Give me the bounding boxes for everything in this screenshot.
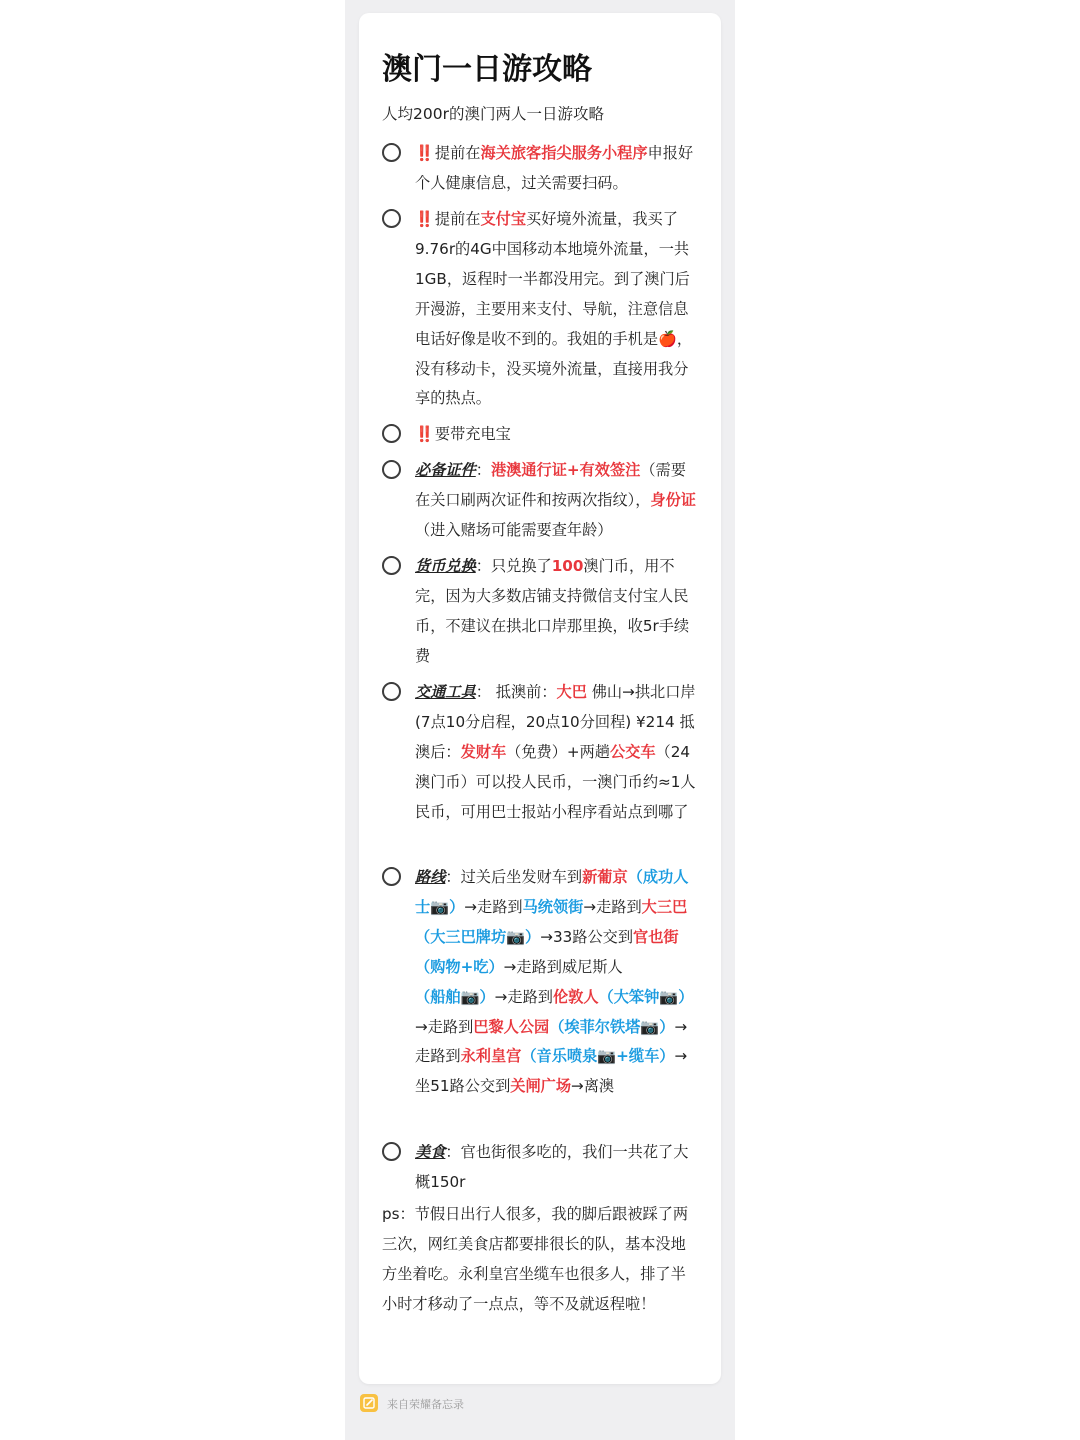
- note-title: 澳门一日游攻略: [382, 52, 592, 87]
- text-segment: ：过关后坐发财车到: [445, 868, 583, 886]
- place-name: 伦敦人: [552, 987, 599, 1006]
- checklist-item-text: [415, 552, 698, 672]
- circle-checkbox-icon[interactable]: [382, 682, 401, 701]
- text-segment: →走路到: [583, 897, 642, 916]
- text-segment: 要带充电宝: [434, 425, 511, 443]
- place-name: 大三巴: [641, 897, 688, 916]
- double-exclamation-icon: ‼️: [415, 425, 434, 443]
- place-name: 巴黎人公园: [473, 1017, 550, 1036]
- text-segment: →33路公交到: [540, 927, 634, 946]
- circle-checkbox-icon[interactable]: [382, 867, 401, 886]
- place-note: （埃菲尔铁塔📷）: [549, 1017, 675, 1036]
- place-name: 关闸广场: [510, 1077, 572, 1096]
- text-segment: （需要在关口刷两次证件和按两次指纹），: [415, 461, 686, 509]
- section-label: 必备证件: [415, 461, 476, 479]
- text-segment: ： 抵澳前：: [475, 683, 557, 701]
- text-segment: →离澳: [571, 1077, 615, 1096]
- text-segment: →走路到: [415, 1017, 474, 1036]
- text-segment: 佛山→拱北口岸(7点10分启程，20点10分回程) ¥214 抵澳后：: [415, 683, 696, 761]
- place-name: 新葡京: [582, 868, 628, 886]
- place-name: 官也街: [633, 927, 679, 946]
- checklist-item-text: [415, 1138, 698, 1198]
- circle-checkbox-icon[interactable]: [382, 424, 401, 443]
- note-subtitle: 人均200r的澳门两人一日游攻略: [382, 105, 604, 123]
- checklist-item-text: [415, 678, 698, 828]
- text-segment: 提前在: [434, 144, 481, 162]
- text-segment: →走路到: [415, 1017, 688, 1066]
- text-segment: ：只兑换了: [475, 557, 552, 575]
- text-segment: →坐51路公交到: [415, 1047, 688, 1096]
- text-segment: ：: [475, 461, 491, 479]
- text-segment: （进入赌场可能需要查年龄）: [415, 520, 613, 539]
- checklist-item-text: [415, 205, 698, 414]
- footer-source-label: 来自荣耀备忘录: [387, 1398, 464, 1411]
- circle-checkbox-icon[interactable]: [382, 556, 401, 575]
- text-segment: （24澳门币）可以投人民币，一澳门币约≈1人民币，可用巴士报站小程序看站点到哪了: [415, 742, 696, 821]
- highlight-text: 公交车: [609, 742, 656, 761]
- section-label: 美食: [415, 1143, 446, 1161]
- highlight-text: 大巴: [556, 683, 587, 701]
- highlight-text: 发财车: [460, 742, 507, 761]
- checklist-item-text: [415, 420, 698, 450]
- circle-checkbox-icon[interactable]: [382, 209, 401, 228]
- text-segment: ：官也街很多吃的，我们一共花了大概150r: [415, 1143, 689, 1191]
- text-segment: →走路到: [494, 987, 553, 1006]
- place-note: （大笨钟📷）: [598, 987, 694, 1006]
- section-label: 交通工具: [415, 683, 476, 701]
- place-name: 永利皇宫: [460, 1047, 522, 1066]
- section-label: 货币兑换: [415, 557, 476, 575]
- highlight-text: 身份证: [650, 490, 696, 509]
- text-segment: 买好境外流量，我买了9.76r的4G中国移动本地境外流量，一共1GB，返程时一半都没用完。到了澳门后开漫游，主要用来支付、导航，注意信息电话好像是收不到的。我姐的手机是🍎，没有移动卡，没买境外流量，直接用我分享的热点。: [415, 210, 693, 408]
- pencil-note-icon: [360, 1394, 378, 1412]
- highlight-text: 海关旅客指尖服务小程序: [480, 144, 648, 162]
- section-label: 路线: [415, 868, 446, 886]
- text-segment: 澳门币，用不完，因为大多数店铺支持微信支付宝人民币，不建议在拱北口岸那里换，收5r手续费: [415, 557, 690, 665]
- circle-checkbox-icon[interactable]: [382, 460, 401, 479]
- checklist-item-text: [415, 456, 698, 546]
- text-segment: →走路到: [464, 897, 523, 916]
- checklist-item-text: [415, 139, 698, 199]
- place-note: （音乐喷泉📷+缆车）: [521, 1047, 675, 1066]
- circle-checkbox-icon[interactable]: [382, 143, 401, 162]
- checklist-item-text: [415, 863, 698, 1102]
- highlight-text: 支付宝: [480, 210, 527, 228]
- ps-paragraph: ps：节假日出行人很多，我的脚后跟被踩了两三次，网红美食店都要排很长的队，基本没地方坐着吃。永利皇宫坐缆车也很多人，排了半小时才移动了一点点，等不及就返程啦！: [382, 1205, 689, 1313]
- double-exclamation-icon: ‼️: [415, 210, 434, 228]
- place-note: （大三巴牌坊📷）: [415, 927, 541, 946]
- text-segment: （免费）+两趟: [506, 742, 610, 761]
- place-note: 马统领街: [522, 897, 584, 916]
- double-exclamation-icon: ‼️: [415, 144, 434, 162]
- highlight-text: 100: [551, 557, 584, 575]
- place-note: （成功人士📷）: [415, 868, 689, 916]
- circle-checkbox-icon[interactable]: [382, 1142, 401, 1161]
- text-segment: 申报好个人健康信息，过关需要扫码。: [415, 144, 694, 192]
- place-note: （船舶📷）: [415, 987, 495, 1006]
- highlight-text: 港澳通行证+有效签注: [490, 461, 641, 479]
- place-note: （购物+吃）: [415, 957, 504, 976]
- text-segment: 提前在: [434, 210, 481, 228]
- text-segment: →走路到威尼斯人: [503, 957, 623, 976]
